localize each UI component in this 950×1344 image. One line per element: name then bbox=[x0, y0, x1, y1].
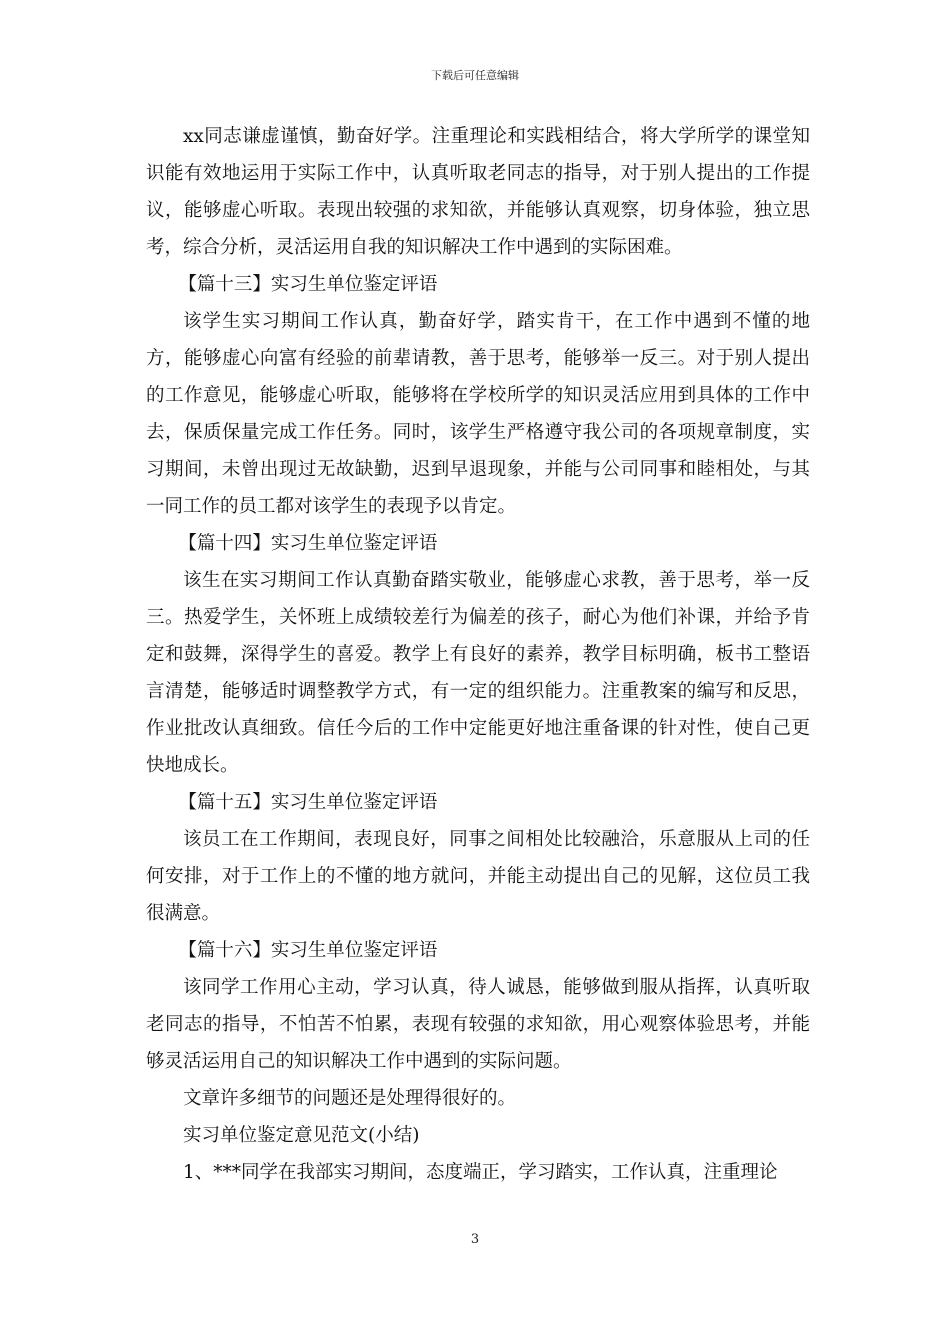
paragraph: 该同学工作用心主动，学习认真，待人诚恳，能够做到服从指挥，认真听取老同志的指导，不怕苦不怕累，表现有较强的求知欲，用心观察体验思考，并能够灵活运用自己的知识解决工作中遇到的实际问题。 bbox=[146, 977, 810, 1072]
page-header: 下载后可任意编辑 bbox=[431, 69, 519, 82]
document-body bbox=[146, 118, 810, 1191]
paragraph: 该员工在工作期间，表现良好，同事之间相处比较融洽，乐意服从上司的任何安排，对于工作上的不懂的地方就问，并能主动提出自己的见解，这位员工我很满意。 bbox=[146, 829, 810, 924]
paragraph: 1、***同学在我部实习期间，态度端正，学习踏实，工作认真，注重理论 bbox=[183, 1162, 778, 1183]
section-heading: 【篇十三】实习生单位鉴定评语 bbox=[178, 274, 438, 295]
paragraph: 该生在实习期间工作认真勤奋踏实敬业，能够虚心求教，善于思考，举一反三。热爱学生，关怀班上成绩较差行为偏差的孩子，耐心为他们补课，并给予肯定和鼓舞，深得学生的喜爱。教学上有良好的素养，教学目标明确，板书工整语言清楚，能够适时调整教学方式，有一定的组织能力。注重教案的编写和反思，作业批改认真细致。信任今后的工作中定能更好地注重备课的针对性，使自己更快地成长。 bbox=[146, 570, 810, 776]
paragraph: xx同志谦虚谨慎，勤奋好学。注重理论和实践相结合，将大学所学的课堂知识能有效地运用于实际工作中，认真听取老同志的指导，对于别人提出的工作提议，能够虚心听取。表现出较强的求知欲，并能够认真观察，切身体验，独立思考，综合分析，灵活运用自我的知识解决工作中遇到的实际困难。 bbox=[146, 126, 810, 258]
paragraph: 实习单位鉴定意见范文(小结) bbox=[183, 1125, 420, 1146]
section-heading: 【篇十五】实习生单位鉴定评语 bbox=[178, 792, 438, 813]
page-number: 3 bbox=[470, 1232, 480, 1247]
paragraph: 该学生实习期间工作认真，勤奋好学，踏实肯干，在工作中遇到不懂的地方，能够虚心向富有经验的前辈请教，善于思考，能够举一反三。对于别人提出的工作意见，能够虚心听取，能够将在学校所学的知识灵活应用到具体的工作中去，保质保量完成工作任务。同时，该学生严格遵守我公司的各项规章制度，实习期间，未曾出现过无故缺勤，迟到早退现象，并能与公司同事和睦相处，与其一同工作的员工都对该学生的表现予以肯定。 bbox=[146, 311, 810, 517]
paragraph: 文章许多细节的问题还是处理得很好的。 bbox=[183, 1088, 517, 1109]
section-heading: 【篇十六】实习生单位鉴定评语 bbox=[178, 940, 438, 961]
section-heading: 【篇十四】实习生单位鉴定评语 bbox=[178, 533, 438, 554]
